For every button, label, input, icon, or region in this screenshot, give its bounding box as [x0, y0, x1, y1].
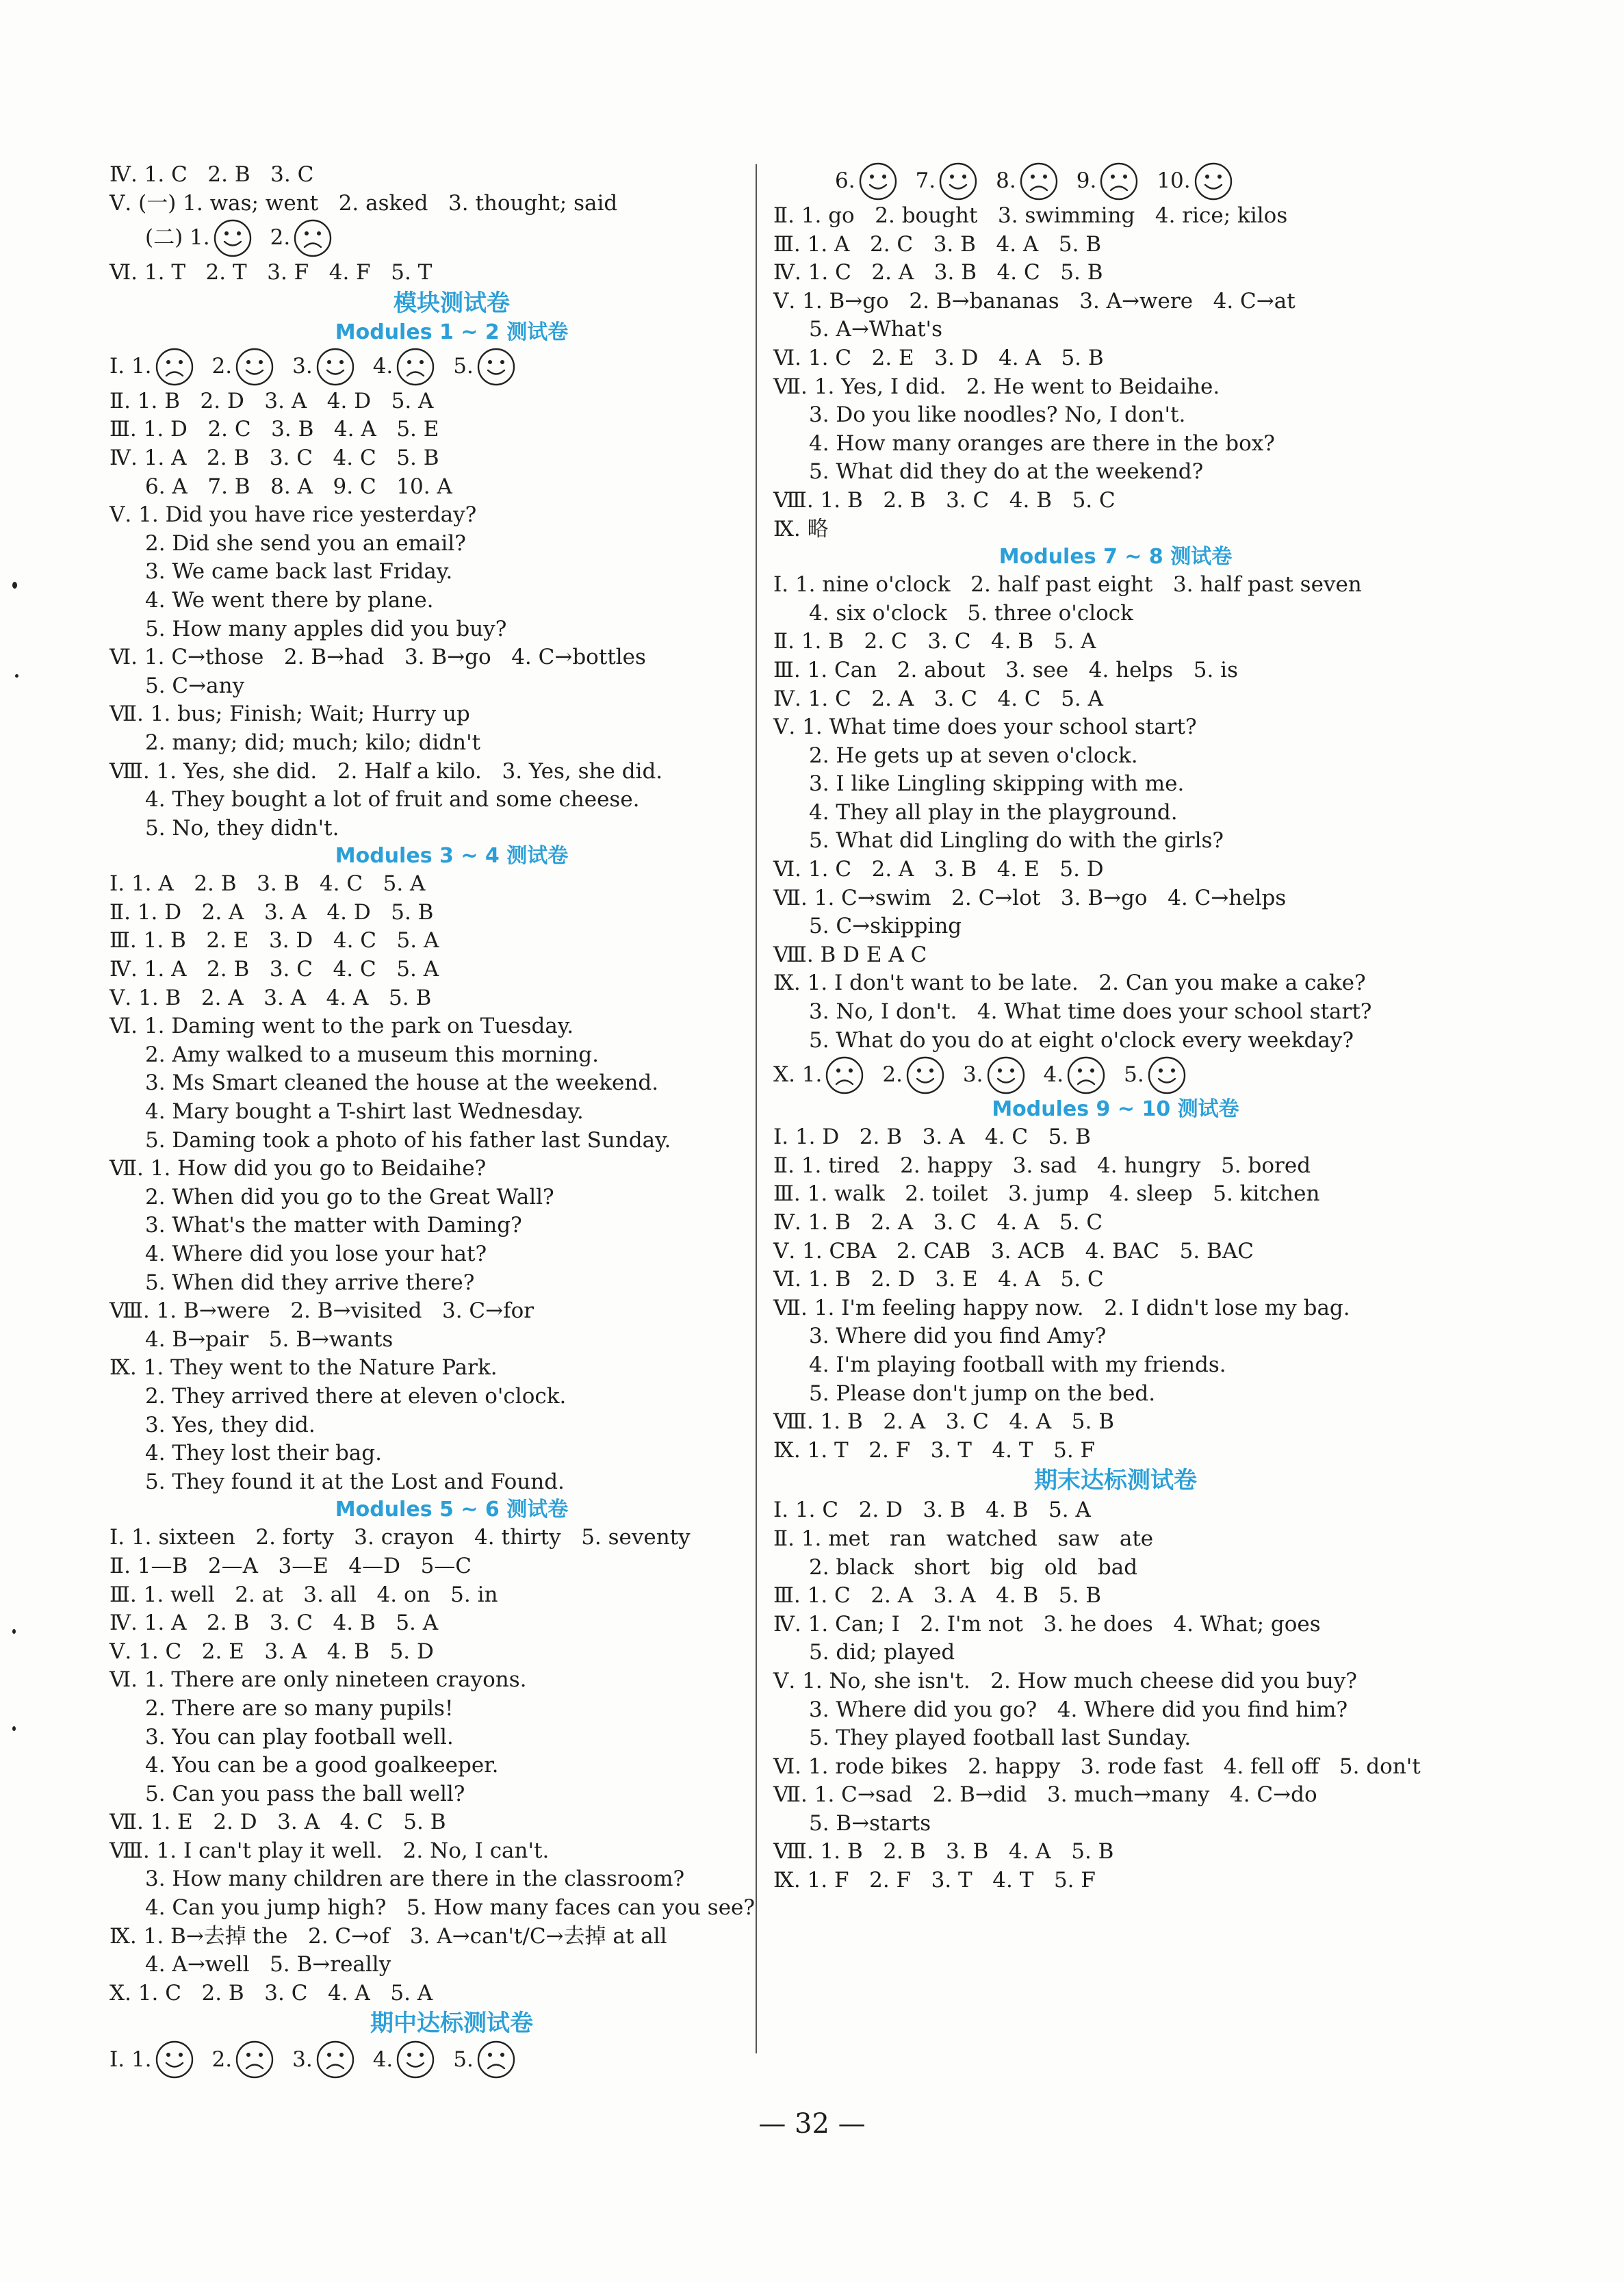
section-title: Modules 3 ~ 4 测试卷 [335, 844, 569, 869]
answer-number: 4. [372, 353, 394, 379]
margin-mark [15, 674, 18, 678]
answer-line: 2. He gets up at seven o'clock. [809, 743, 1138, 768]
answer-line: Ⅴ. 1. CBA 2. CAB 3. ACB 4. BAC 5. BAC [773, 1238, 1254, 1264]
answer-line: Ⅴ. 1. B→go 2. B→bananas 3. A→were 4. C→at [773, 288, 1296, 313]
answer-line: 4. B→pair 5. B→wants [145, 1326, 394, 1352]
answer-line: Ⅵ. 1. C→those 2. B→had 3. B→go 4. C→bottles [109, 645, 646, 670]
answer-number: Ⅰ. 1. [109, 2047, 152, 2072]
section-title: 期末达标测试卷 [1034, 1467, 1197, 1495]
answer-number: 2. [211, 353, 233, 379]
answer-line: Ⅵ. 1. B 2. D 3. E 4. A 5. C [773, 1267, 1104, 1292]
answer-number: 5. [1124, 1062, 1144, 1088]
answer-line: 5. A→What's [809, 317, 942, 342]
smiley-face-icon [858, 162, 898, 201]
smiley-face-icon [235, 347, 274, 387]
answer-number: 3. [962, 1062, 983, 1088]
answer-line: 3. Where did you find Amy? [809, 1324, 1107, 1349]
answer-line: Ⅴ. (一) 1. was; went 2. asked 3. thought; said [109, 190, 618, 216]
answer-line: Ⅳ. 1. A 2. B 3. C 4. B 5. A [109, 1611, 439, 1636]
answer-line: Ⅱ. 1. B 2. C 3. C 4. B 5. A [773, 629, 1096, 654]
answer-line: Ⅱ. 1. B 2. D 3. A 4. D 5. A [109, 388, 434, 413]
answer-line: 3. How many children are there in the classroom? [145, 1867, 685, 1892]
answer-line: 2. There are so many pupils! [145, 1695, 454, 1721]
answer-line: Ⅷ. 1. B 2. A 3. C 4. A 5. B [773, 1409, 1114, 1435]
answer-line: 2. Did she send you an email? [145, 530, 466, 556]
answer-line: Ⅰ. 1. D 2. B 3. A 4. C 5. B [773, 1125, 1091, 1150]
answer-line: Ⅶ. 1. How did you go to Beidaihe? [109, 1156, 487, 1181]
face-answer-row [109, 346, 794, 387]
answer-line: 2. When did you go to the Great Wall? [145, 1184, 554, 1209]
answer-line: 3. What's the matter with Daming? [145, 1213, 522, 1238]
smiley-face-icon [938, 162, 978, 201]
answer-number: 3. [292, 2047, 313, 2072]
face-answer-row [109, 2039, 794, 2080]
answer-line: Ⅵ. 1. C 2. A 3. B 4. E 5. D [773, 857, 1104, 882]
answer-line: Ⅲ. 1. Can 2. about 3. see 4. helps 5. is [773, 657, 1238, 682]
answer-line: Ⅶ. 1. bus; Finish; Wait; Hurry up [109, 702, 470, 727]
answer-line: 5. What did Lingling do with the girls? [809, 828, 1224, 854]
answer-line: 4. I'm playing football with my friends. [809, 1352, 1226, 1377]
sad-face-icon [476, 2040, 516, 2079]
answer-line: 5. Daming took a photo of his father last Sunday. [145, 1127, 671, 1153]
sad-face-icon [293, 218, 333, 258]
smiley-face-icon [476, 347, 516, 387]
answer-line: 4. We went there by plane. [145, 587, 434, 613]
answer-line: Ⅸ. 1. I don't want to be late. 2. Can you make a cake? [773, 971, 1366, 996]
smiley-face-icon [155, 2040, 194, 2079]
answer-number: 5. [453, 2047, 474, 2072]
answer-line: 5. No, they didn't. [145, 815, 339, 841]
answer-line: 5. Can you pass the ball well? [145, 1781, 465, 1806]
answer-line: 4. You can be a good goalkeeper. [145, 1753, 499, 1778]
answer-line: Ⅴ. 1. What time does your school start? [773, 715, 1197, 740]
section-title: Modules 5 ~ 6 测试卷 [335, 1498, 569, 1522]
answer-line: Ⅹ. 1. C 2. B 3. C 4. A 5. A [109, 1980, 433, 2005]
answer-line: 5. When did they arrive there? [145, 1270, 475, 1295]
answer-line: Ⅶ. 1. E 2. D 3. A 4. C 5. B [109, 1810, 446, 1835]
answer-line: Ⅰ. 1. C 2. D 3. B 4. B 5. A [773, 1498, 1091, 1523]
answer-line: 4. A→well 5. B→really [145, 1952, 391, 1977]
section-title: 模块测试卷 [394, 289, 510, 317]
answer-number: 6. [835, 168, 855, 194]
section-title: Modules 1 ~ 2 测试卷 [335, 320, 569, 344]
answer-line: Ⅴ. 1. B 2. A 3. A 4. A 5. B [109, 985, 432, 1010]
answer-line: 5. C→skipping [809, 914, 962, 939]
margin-mark [12, 582, 17, 589]
answer-line: Ⅴ. 1. C 2. E 3. A 4. B 5. D [109, 1639, 434, 1664]
section-title: 期中达标测试卷 [370, 2010, 533, 2038]
answer-line: Ⅸ. 1. They went to the Nature Park. [109, 1355, 498, 1381]
answer-number: 8. [996, 168, 1016, 194]
answer-line: 5. They found it at the Lost and Found. [145, 1469, 565, 1494]
answer-line: Ⅵ. 1. Daming went to the park on Tuesday. [109, 1014, 574, 1039]
answer-line: Ⅶ. 1. I'm feeling happy now. 2. I didn't lose my bag. [773, 1295, 1350, 1320]
margin-mark [12, 1726, 16, 1731]
answer-line: Ⅳ. 1. C 2. A 3. C 4. C 5. A [773, 686, 1104, 711]
smiley-face-icon [1147, 1055, 1187, 1095]
answer-line: 4. They all play in the playground. [809, 799, 1178, 825]
answer-line: 5. What do you do at eight o'clock every weekday? [809, 1027, 1354, 1053]
answer-line: Ⅷ. 1. B→were 2. B→visited 3. C→for [109, 1298, 534, 1324]
answer-line: Ⅶ. 1. Yes, I did. 2. He went to Beidaihe. [773, 374, 1220, 399]
answer-line: 5. Please don't jump on the bed. [809, 1381, 1156, 1406]
answer-line: Ⅸ. 略 [773, 516, 829, 541]
answer-line: 5. What did they do at the weekend? [809, 459, 1204, 485]
answer-line: Ⅸ. 1. F 2. F 3. T 4. T 5. F [773, 1868, 1096, 1893]
answer-number: 10. [1157, 168, 1191, 194]
answer-number: (二) 1. [145, 225, 210, 251]
left-column [109, 161, 794, 2080]
answer-number: 4. [1043, 1062, 1064, 1088]
answer-line: Ⅲ. 1. A 2. C 3. B 4. A 5. B [773, 231, 1102, 257]
smiley-face-icon [315, 347, 355, 387]
answer-line: Ⅷ. 1. Yes, she did. 2. Half a kilo. 3. Yes, she did. [109, 758, 663, 784]
sad-face-icon [825, 1055, 864, 1095]
answer-line: Ⅲ. 1. well 2. at 3. all 4. on 5. in [109, 1582, 498, 1607]
sad-face-icon [235, 2040, 274, 2079]
answer-line: Ⅱ. 1—B 2—A 3—E 4—D 5—C [109, 1553, 472, 1578]
smiley-face-icon [396, 2040, 435, 2079]
answer-line: Ⅲ. 1. walk 2. toilet 3. jump 4. sleep 5. kitchen [773, 1181, 1320, 1207]
answer-line: Ⅵ. 1. C 2. E 3. D 4. A 5. B [773, 345, 1104, 370]
answer-line: 4. How many oranges are there in the box? [809, 431, 1275, 456]
answer-line: 3. You can play football well. [145, 1724, 454, 1749]
answer-number: 2. [211, 2047, 233, 2072]
answer-line: Ⅳ. 1. A 2. B 3. C 4. C 5. A [109, 957, 439, 982]
answer-line: Ⅳ. 1. C 2. B 3. C [109, 162, 314, 187]
sad-face-icon [1019, 162, 1059, 201]
answer-line: 5. C→any [145, 673, 245, 698]
answer-line: 3. No, I don't. 4. What time does your school start? [809, 999, 1372, 1025]
answer-line: 3. Where did you go? 4. Where did you find him? [809, 1697, 1348, 1722]
answer-line: Ⅱ. 1. D 2. A 3. A 4. D 5. B [109, 899, 434, 925]
answer-line: Ⅲ. 1. B 2. E 3. D 4. C 5. A [109, 928, 439, 953]
answer-line: Ⅰ. 1. nine o'clock 2. half past eight 3. half past seven [773, 572, 1362, 598]
answer-line: Ⅵ. 1. rode bikes 2. happy 3. rode fast 4. fell off 5. don't [773, 1754, 1421, 1779]
answer-line: Ⅰ. 1. sixteen 2. forty 3. crayon 4. thirty 5. seventy [109, 1525, 691, 1550]
answer-line: Ⅵ. 1. There are only nineteen crayons. [109, 1667, 527, 1693]
margin-mark [12, 1629, 16, 1634]
answer-line: Ⅷ. B D E A C [773, 942, 927, 967]
answer-line: Ⅸ. 1. T 2. F 3. T 4. T 5. F [773, 1437, 1096, 1463]
right-column [773, 161, 1458, 1895]
answer-number: 9. [1076, 168, 1097, 194]
answer-line: 5. They played football last Sunday. [809, 1726, 1191, 1751]
answer-line: 5. did; played [809, 1640, 955, 1665]
answer-line: Ⅳ. 1. Can; I 2. I'm not 3. he does 4. What; goes [773, 1611, 1321, 1637]
answer-line: Ⅱ. 1. go 2. bought 3. swimming 4. rice; kilos [773, 203, 1288, 228]
sad-face-icon [1066, 1055, 1106, 1095]
answer-number: 4. [372, 2047, 394, 2072]
answer-line: Ⅴ. 1. Did you have rice yesterday? [109, 502, 477, 528]
answer-line: 2. black short big old bad [809, 1554, 1138, 1580]
answer-line: Ⅳ. 1. C 2. A 3. B 4. C 5. B [773, 260, 1103, 285]
answer-line: 3. We came back last Friday. [145, 559, 453, 585]
face-answer-row [773, 1055, 1458, 1096]
answer-line: 4. They bought a lot of fruit and some cheese. [145, 787, 640, 812]
answer-line: Ⅷ. 1. I can't play it well. 2. No, I can't. [109, 1838, 550, 1863]
answer-line: 3. I like Lingling skipping with me. [809, 771, 1185, 797]
answer-line: 2. many; did; much; kilo; didn't [145, 730, 481, 755]
answer-line: Ⅶ. 1. C→swim 2. C→lot 3. B→go 4. C→helps [773, 885, 1287, 910]
answer-line: 2. Amy walked to a museum this morning. [145, 1042, 600, 1067]
answer-number: 5. [453, 353, 474, 379]
answer-number: Ⅹ. 1. [773, 1062, 823, 1088]
smiley-face-icon [213, 218, 253, 258]
column-divider [756, 164, 757, 2053]
answer-number: Ⅰ. 1. [109, 353, 152, 379]
smiley-face-icon [905, 1055, 945, 1095]
answer-line: 3. Yes, they did. [145, 1412, 315, 1437]
answer-line: 5. B→starts [809, 1810, 931, 1836]
answer-line: 4. Can you jump high? 5. How many faces can you see? [145, 1895, 756, 1921]
answer-number: 3. [292, 353, 313, 379]
answer-line: Ⅷ. 1. B 2. B 3. C 4. B 5. C [773, 487, 1116, 513]
section-title: Modules 9 ~ 10 测试卷 [992, 1097, 1239, 1122]
sad-face-icon [315, 2040, 355, 2079]
answer-line: Ⅲ. 1. D 2. C 3. B 4. A 5. E [109, 417, 439, 442]
answer-line: Ⅳ. 1. B 2. A 3. C 4. A 5. C [773, 1210, 1103, 1235]
page-number: — 32 — [758, 2108, 866, 2140]
answer-number: 2. [270, 225, 291, 251]
answer-line: Ⅱ. 1. met ran watched saw ate [773, 1526, 1154, 1551]
sad-face-icon [396, 347, 435, 387]
sad-face-icon [1099, 162, 1139, 201]
smiley-face-icon [986, 1055, 1026, 1095]
sad-face-icon [155, 347, 194, 387]
section-title: Modules 7 ~ 8 测试卷 [998, 545, 1233, 569]
answer-line: 4. Mary bought a T-shirt last Wednesday. [145, 1099, 584, 1125]
answer-line: 2. They arrived there at eleven o'clock. [145, 1383, 567, 1409]
answer-line: Ⅸ. 1. B→去掉 the 2. C→of 3. A→can't/C→去掉 at all [109, 1923, 667, 1949]
answer-line: Ⅶ. 1. C→sad 2. B→did 3. much→many 4. C→do [773, 1782, 1317, 1808]
answer-line: 4. They lost their bag. [145, 1441, 382, 1466]
answer-line: Ⅳ. 1. A 2. B 3. C 4. C 5. B [109, 445, 439, 470]
answer-line: 3. Ms Smart cleaned the house at the weekend. [145, 1071, 659, 1096]
answer-line: Ⅱ. 1. tired 2. happy 3. sad 4. hungry 5. bored [773, 1153, 1311, 1178]
answer-line: Ⅴ. 1. No, she isn't. 2. How much cheese did you buy? [773, 1668, 1357, 1693]
face-answer-row [773, 161, 1458, 202]
smiley-face-icon [1194, 162, 1233, 201]
answer-line: 3. Do you like noodles? No, I don't. [809, 402, 1186, 428]
answer-line: 6. A 7. B 8. A 9. C 10. A [145, 474, 452, 499]
answer-line: Ⅰ. 1. A 2. B 3. B 4. C 5. A [109, 871, 426, 897]
answer-number: 2. [882, 1062, 903, 1088]
face-answer-row [109, 218, 794, 259]
answer-line: Ⅵ. 1. T 2. T 3. F 4. F 5. T [109, 260, 433, 285]
answer-line: Ⅲ. 1. C 2. A 3. A 4. B 5. B [773, 1583, 1102, 1608]
answer-line: 4. six o'clock 5. three o'clock [809, 600, 1133, 626]
answer-line: Ⅷ. 1. B 2. B 3. B 4. A 5. B [773, 1839, 1114, 1864]
answer-line: 4. Where did you lose your hat? [145, 1242, 487, 1266]
answer-number: 7. [915, 168, 936, 194]
answer-line: 5. How many apples did you buy? [145, 616, 507, 641]
